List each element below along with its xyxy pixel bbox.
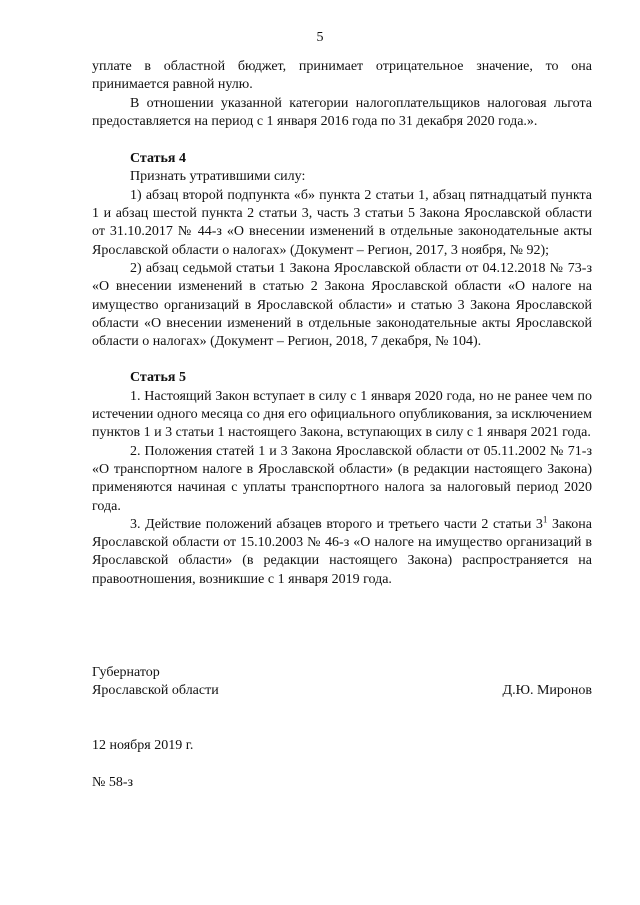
signatory-title-2: Ярославской области xyxy=(92,683,219,699)
document-number: № 58-з xyxy=(92,775,134,790)
signature-block xyxy=(92,664,592,701)
article-5-item-2: 2. Положения статей 1 и 3 Закона Ярославской области от 05.11.2002 № 71-з «О транспортном налоге в Ярославской области» (в редакции настоящего Закона) применяются начиная с уплаты транспортного налога за налоговый период 2020 года. xyxy=(92,443,592,514)
article-5-heading: Статья 5 xyxy=(130,370,186,386)
article-5-item-1: 1. Настоящий Закон вступает в силу с 1 января 2020 года, но не ранее чем по истечении одного месяца со дня его официального опубликования, за исключением пунктов 1 и 3 статьи 1 настоящего Закона, вступающих в силу с 1 января 2021 года. xyxy=(92,388,592,441)
article-4-item-2: 2) абзац седьмой статьи 1 Закона Ярославской области от 04.12.2018 № 73-з «О внесении изменений в статью 2 Закона Ярославской области «О налоге на имущество организаций в Ярославской области» и статью 3 Закона Ярославской области «О внесении изменений в отдельные законодательные акты Ярославской области о налогах» (Документ – Регион, 2018, 7 декабря, № 104). xyxy=(92,260,592,350)
document-body xyxy=(92,58,592,589)
superscript: 1 xyxy=(542,514,548,525)
continued-paragraph: уплате в областной бюджет, принимает отрицательное значение, то она принимается равной нулю. xyxy=(92,59,592,93)
page-number: 5 xyxy=(316,30,324,45)
article-4-heading: Статья 4 xyxy=(130,151,186,167)
continued-paragraph-2: В отношении указанной категории налогоплательщиков налоговая льгота предоставляется на период с 1 января 2016 года по 31 декабря 2020 года.». xyxy=(92,95,592,129)
document-date: 12 ноября 2019 г. xyxy=(92,738,194,753)
article-5-item-3: 3. Действие положений абзацев второго и третьего части 2 статьи $3^1$ Закона Ярославской области от 15.10.2003 № 46-з «О налоге на имущество организаций в Ярославской области» (в редакции настоящего Закона) распространяется на правоотношения, возникшие с 1 января 2019 года. xyxy=(92,514,592,587)
article-4-intro: Признать утратившими силу: xyxy=(130,169,306,185)
signatory-title-1: Губернатор xyxy=(92,665,160,680)
article-4-item-1: 1) абзац второй подпункта «б» пункта 2 статьи 1, абзац пятнадцатый пункта 1 и абзац шестой пункта 2 статьи 3, часть 3 статьи 5 Закона Ярославской области от 31.10.2017 № 44-з «О внесении изменений в отдельные законодательные акты Ярославской области о налогах» (Документ – Регион, 2017, 3 ноября, № 92); xyxy=(92,187,592,258)
signatory-name: Д.Ю. Миронов xyxy=(502,683,592,699)
